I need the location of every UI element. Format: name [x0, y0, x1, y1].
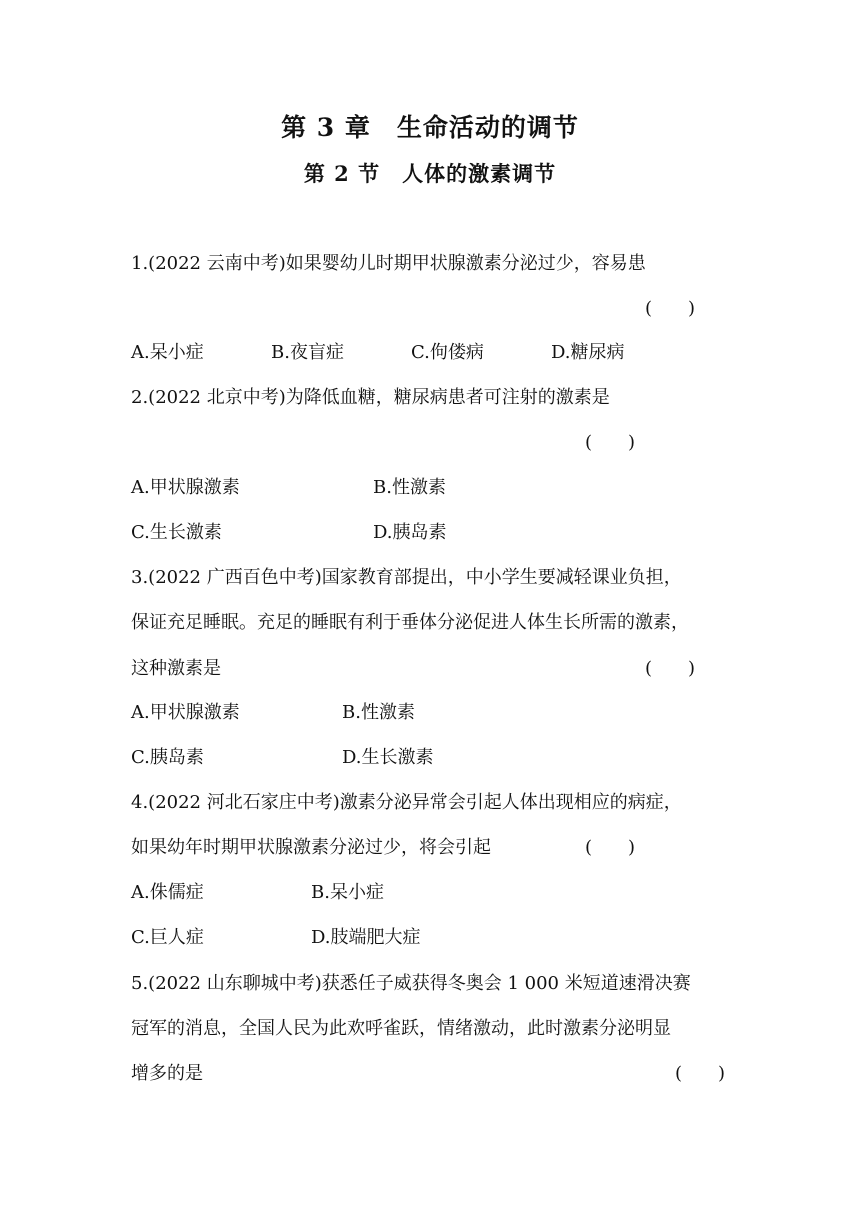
question-4-stem-line-1: 4.(2022 河北石家庄中考)激素分泌异常会引起人体出现相应的病症， — [131, 792, 682, 813]
question-1-answer-blank[interactable]: ( ) — [645, 298, 696, 319]
question-3-option-c[interactable]: C.胰岛素 — [131, 747, 204, 768]
question-4-option-c[interactable]: C.巨人症 — [131, 927, 204, 948]
question-2-option-d[interactable]: D.胰岛素 — [373, 522, 447, 543]
question-2-option-a[interactable]: A.甲状腺激素 — [131, 477, 240, 498]
question-1-option-c[interactable]: C.佝偻病 — [411, 342, 484, 363]
question-3-answer-blank[interactable]: ( ) — [645, 658, 696, 679]
question-2-option-b[interactable]: B.性激素 — [373, 477, 446, 498]
question-5-answer-blank[interactable]: ( ) — [675, 1063, 726, 1084]
question-4-option-a[interactable]: A.侏儒症 — [131, 882, 204, 903]
question-4-option-d[interactable]: D.肢端肥大症 — [311, 927, 421, 948]
question-1-option-a[interactable]: A.呆小症 — [131, 342, 204, 363]
question-1-option-d[interactable]: D.糖尿病 — [551, 342, 625, 363]
question-3-stem-line-3: 这种激素是 — [131, 658, 221, 679]
question-3-stem-line-1: 3.(2022 广西百色中考)国家教育部提出，中小学生要减轻课业负担， — [131, 567, 682, 588]
chapter-title: 第 3 章 生命活动的调节 — [281, 113, 579, 142]
question-2-answer-blank[interactable]: ( ) — [585, 432, 636, 453]
section-title: 第 2 节 人体的激素调节 — [303, 161, 557, 186]
question-1-stem: 1.(2022 云南中考)如果婴幼儿时期甲状腺激素分泌过少，容易患 — [131, 253, 646, 274]
question-5-stem-line-2: 冠军的消息，全国人民为此欢呼雀跃，情绪激动，此时激素分泌明显 — [131, 1018, 671, 1039]
question-3-stem-line-2: 保证充足睡眠。充足的睡眠有利于垂体分泌促进人体生长所需的激素， — [131, 612, 689, 633]
question-3-option-d[interactable]: D.生长激素 — [342, 747, 434, 768]
question-4-answer-blank[interactable]: ( ) — [585, 837, 636, 858]
question-5-stem-line-3: 增多的是 — [131, 1063, 203, 1084]
question-2-stem: 2.(2022 北京中考)为降低血糖，糖尿病患者可注射的激素是 — [131, 387, 610, 408]
question-3-option-b[interactable]: B.性激素 — [342, 702, 415, 723]
question-4-option-b[interactable]: B.呆小症 — [311, 882, 384, 903]
question-1-option-b[interactable]: B.夜盲症 — [271, 342, 344, 363]
question-5-stem-line-1: 5.(2022 山东聊城中考)获悉任子威获得冬奥会 1 000 米短道速滑决赛 — [131, 973, 691, 994]
question-2-option-c[interactable]: C.生长激素 — [131, 522, 222, 543]
question-4-stem-line-2: 如果幼年时期甲状腺激素分泌过少，将会引起 — [131, 837, 491, 858]
question-3-option-a[interactable]: A.甲状腺激素 — [131, 702, 240, 723]
